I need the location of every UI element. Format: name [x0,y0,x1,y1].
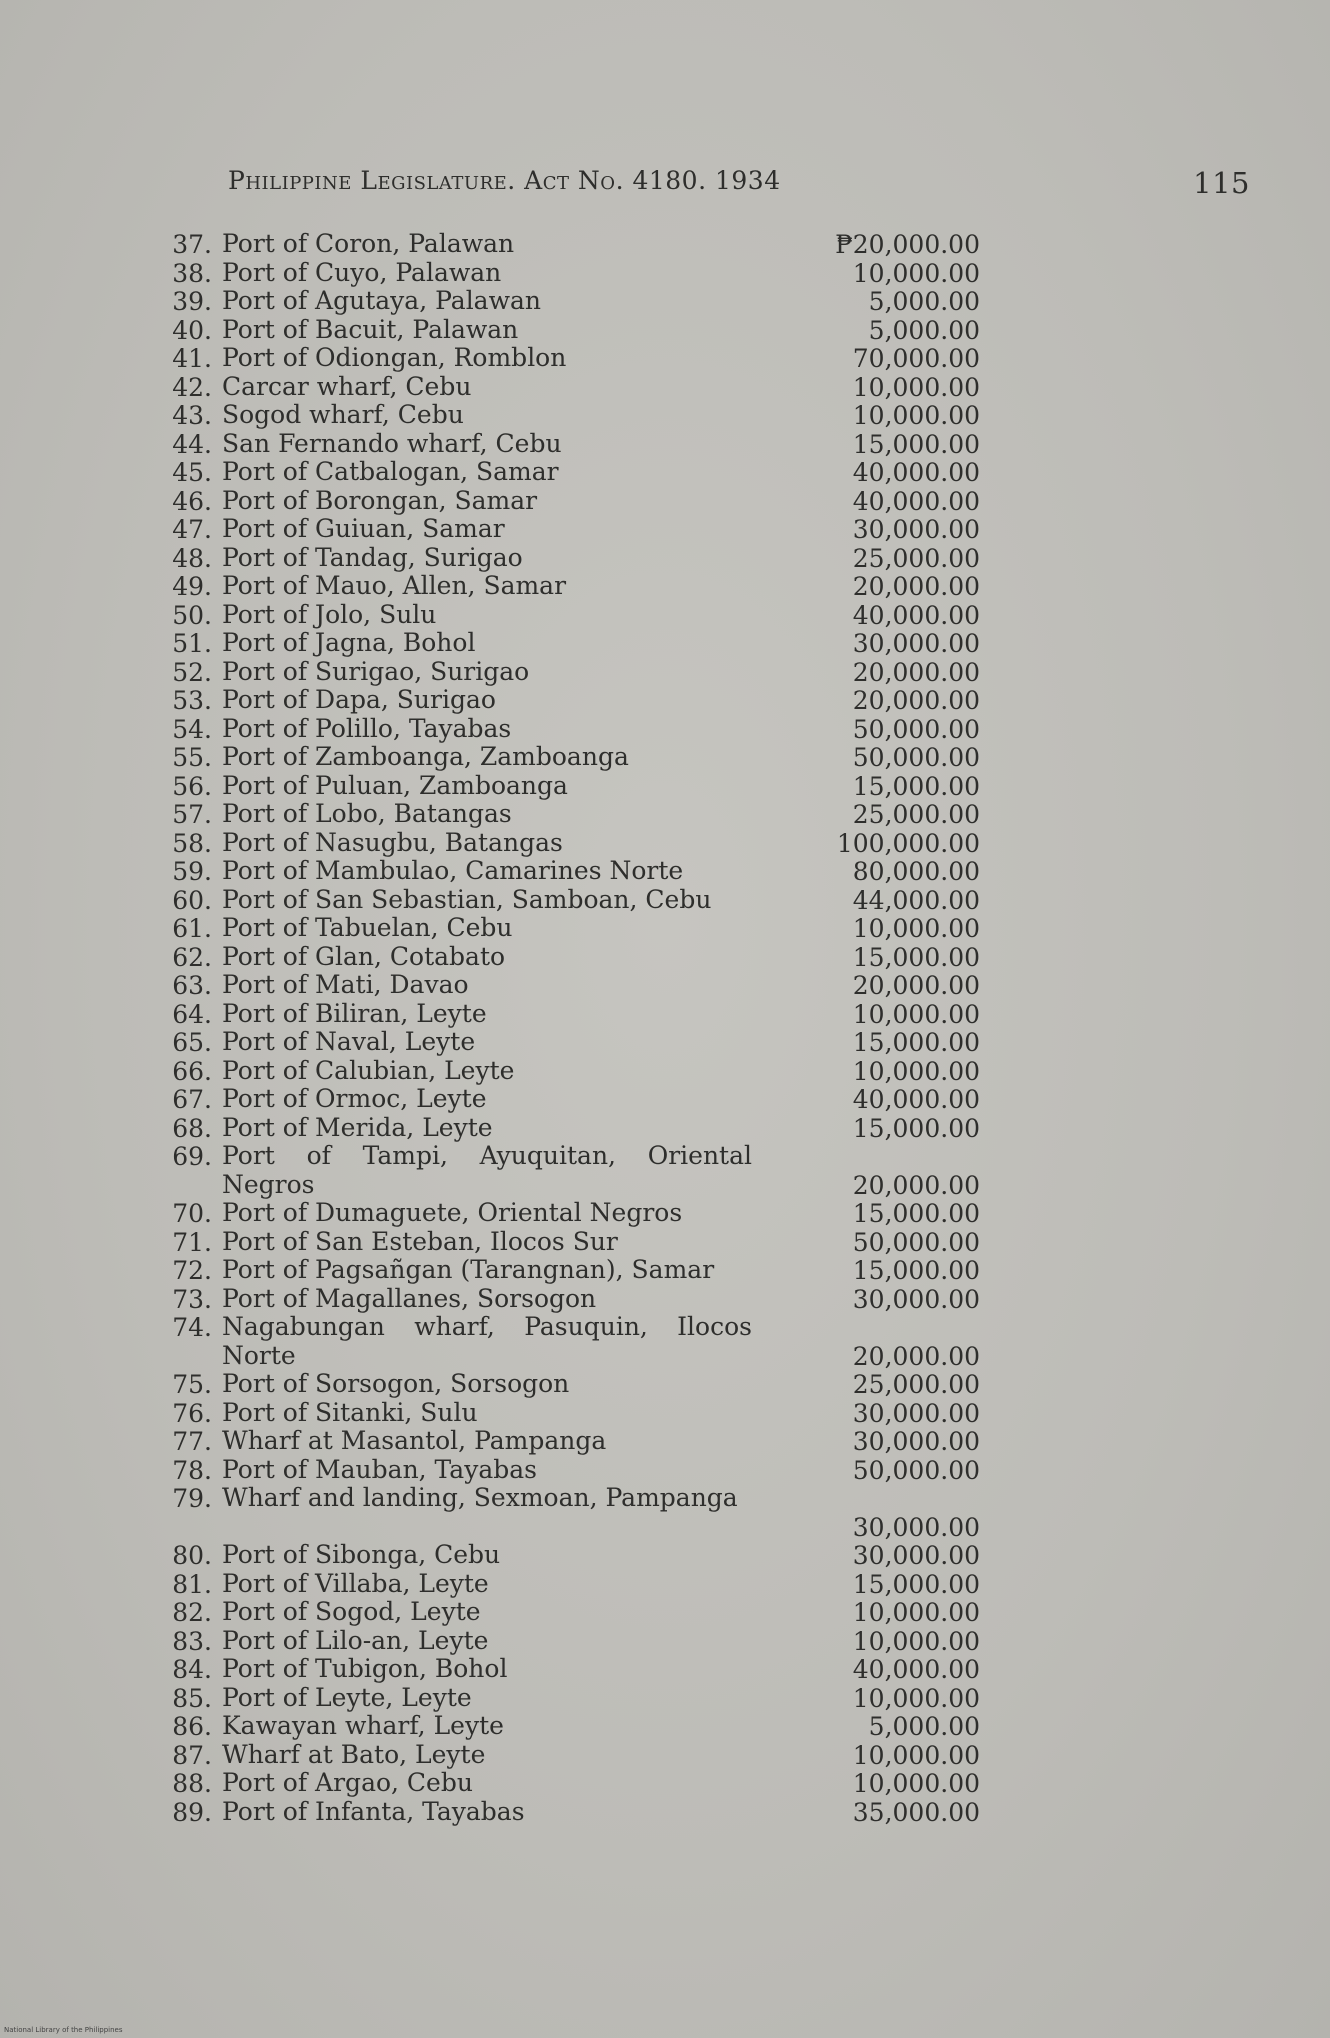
item-number: 84. [172,1655,212,1684]
item-amount: 50,000.00 [852,1455,980,1485]
item-amount: 10,000.00 [852,1598,980,1627]
item-number: 66. [172,1056,212,1086]
list-item [160,1769,980,1798]
item-number: 80. [172,1541,212,1570]
item-label: Port of Odiongan, Romblon [222,343,567,372]
list-item [160,1541,980,1570]
item-amount: 15,000.00 [852,1028,980,1057]
list-item [160,1741,980,1770]
item-number: 48. [172,543,212,573]
item-amount: 25,000.00 [852,543,980,573]
scan-credit: National Library of the Philippines [4,2026,123,2034]
item-number: 54. [172,714,212,744]
item-label: Port of Villaba, Leyte [222,1568,489,1598]
item-amount: 15,000.00 [852,771,980,801]
item-amount: 15,000.00 [852,1569,980,1599]
item-amount: 80,000.00 [852,857,980,886]
item-number: 60. [172,885,212,915]
appropriation-list [160,230,980,1826]
item-label: Port of Lobo, Batangas [222,799,512,828]
item-amount: 50,000.00 [852,743,980,772]
item-amount: 10,000.00 [852,1626,980,1656]
item-number: 58. [172,828,212,858]
item-number: 86. [172,1712,212,1741]
item-amount: 40,000.00 [852,486,980,516]
item-number: 82. [172,1598,212,1627]
item-label: Sogod wharf, Cebu [222,400,464,429]
item-amount: 50,000.00 [852,714,980,744]
list-item [160,287,980,316]
item-amount: 40,000.00 [852,1655,980,1684]
item-number: 68. [172,1113,212,1143]
list-item [160,1684,980,1713]
item-amount: 15,000.00 [852,1199,980,1228]
item-label: Port of San Esteban, Ilocos Sur [222,1226,618,1256]
item-label: Wharf and landing, Sexmoan, Pampanga [222,1483,738,1512]
item-number: 37. [172,230,212,259]
item-number: 45. [172,458,212,487]
item-label: Port of San Sebastian, Samboan, Cebu [222,884,712,914]
item-number: 83. [172,1626,212,1656]
item-number: 42. [172,372,212,402]
list-item [160,629,980,658]
list-item [160,572,980,601]
item-label: Port of Borongan, Samar [222,485,538,515]
item-number: 59. [172,857,212,886]
item-number: 46. [172,486,212,516]
item-label: Port of Tubigon, Bohol [222,1654,508,1683]
item-label: Port of Magallanes, Sorsogon [222,1283,597,1313]
item-amount: 44,000.00 [852,885,980,915]
item-label: Port of Surigao, Surigao [222,656,530,686]
list-item [160,316,980,345]
list-item [160,658,980,687]
item-number: 50. [172,600,212,630]
list-item [160,1199,980,1228]
item-label: Port of Zamboanga, Zamboanga [222,742,629,771]
item-amount: 30,000.00 [852,1541,980,1570]
item-label: Port of Nasugbu, Batangas [222,827,563,857]
item-amount: 15,000.00 [852,942,980,972]
page-number: 115 [1193,166,1250,200]
item-number: 70. [172,1199,212,1228]
item-amount: 50,000.00 [852,1227,980,1257]
item-number: 75. [172,1370,212,1399]
list-item [160,1000,980,1029]
item-amount: 30,000.00 [852,1427,980,1456]
item-amount: 20,000.00 [852,1170,980,1200]
item-amount: 40,000.00 [852,600,980,630]
item-number: 67. [172,1085,212,1114]
item-number: 43. [172,401,212,430]
list-item [160,1285,980,1314]
list-item [160,1427,980,1456]
header-title: Philippine Legislature. Act No. 4180. 1934 [228,166,781,195]
item-amount: 15,000.00 [852,429,980,459]
item-number: 49. [172,572,212,601]
item-label: Port of Bacuit, Palawan [222,314,519,344]
item-amount: 30,000.00 [852,1398,980,1428]
item-amount: 15,000.00 [852,1113,980,1143]
item-number: 77. [172,1427,212,1456]
item-label: Port of Puluan, Zamboanga [222,770,568,800]
list-item [160,971,980,1000]
item-amount: 5,000.00 [868,1712,980,1741]
item-amount: 5,000.00 [868,287,980,316]
list-item [160,230,980,259]
item-amount: ₱20,000.00 [835,230,980,259]
item-label: Port of Dumaguete, Oriental Negros [222,1198,683,1227]
list-item [160,943,980,972]
list-item [160,487,980,516]
item-amount: 30,000.00 [852,629,980,658]
list-item [160,686,980,715]
item-amount: 20,000.00 [852,1341,980,1371]
list-item [160,1399,980,1428]
item-number: 74. [172,1313,212,1342]
list-item [160,1484,980,1541]
item-label: Port of Mati, Davao [222,970,469,999]
list-item [160,1655,980,1684]
list-item [160,1712,980,1741]
list-item [160,914,980,943]
item-amount: 30,000.00 [852,515,980,544]
list-item [160,1028,980,1057]
item-amount: 70,000.00 [852,344,980,373]
item-amount: 30,000.00 [852,1512,980,1542]
item-label: Port of Agutaya, Palawan [222,286,541,315]
list-item [160,259,980,288]
list-item [160,1627,980,1656]
item-number: 38. [172,258,212,288]
list-item [160,1313,980,1370]
list-item [160,1228,980,1257]
item-label: Wharf at Masantol, Pampanga [222,1426,607,1455]
item-amount: 20,000.00 [852,572,980,601]
item-number: 39. [172,287,212,316]
item-amount: 25,000.00 [852,1370,980,1399]
list-item [160,1085,980,1114]
item-label: Kawayan wharf, Leyte [222,1711,504,1740]
list-item [160,373,980,402]
item-label: Port of Mauban, Tayabas [222,1454,537,1484]
item-amount: 10,000.00 [852,1740,980,1770]
list-item [160,1570,980,1599]
item-number: 41. [172,344,212,373]
list-item [160,857,980,886]
item-label: Port of Cuyo, Palawan [222,257,502,287]
item-number: 69. [172,1142,212,1171]
item-label: Port of Pagsañgan (Tarangnan), Samar [222,1255,715,1284]
item-label: Port of Mambulao, Camarines Norte [222,856,684,885]
list-item [160,1057,980,1086]
item-number: 73. [172,1284,212,1314]
item-label: Port of Sitanki, Sulu [222,1397,478,1427]
item-amount: 40,000.00 [852,1085,980,1114]
item-amount: 10,000.00 [852,1769,980,1798]
list-item [160,544,980,573]
list-item [160,1142,980,1199]
list-item [160,800,980,829]
item-label: San Fernando wharf, Cebu [222,428,562,458]
running-header [228,166,1250,206]
item-label: Port of Sorsogon, Sorsogon [222,1369,570,1398]
list-item [160,743,980,772]
item-number: 85. [172,1683,212,1713]
item-number: 52. [172,657,212,687]
list-item [160,1598,980,1627]
item-number: 44. [172,429,212,459]
item-amount: 25,000.00 [852,800,980,829]
list-item [160,1370,980,1399]
item-amount: 10,000.00 [852,999,980,1029]
item-number: 79. [172,1484,212,1513]
item-label: Port of Argao, Cebu [222,1768,473,1797]
item-label: Port of Polillo, Tayabas [222,713,512,743]
list-item [160,772,980,801]
item-label: Wharf at Bato, Leyte [222,1739,486,1769]
item-label: Port of Ormoc, Leyte [222,1084,487,1113]
item-number: 78. [172,1455,212,1485]
item-label: Port of Catbalogan, Samar [222,457,559,486]
item-number: 72. [172,1256,212,1285]
item-label: Port of Glan, Cotabato [222,941,506,971]
item-amount: 30,000.00 [852,1284,980,1314]
item-number: 88. [172,1769,212,1798]
item-number: 51. [172,629,212,658]
item-amount: 5,000.00 [868,315,980,345]
item-label: Carcar wharf, Cebu [222,371,472,401]
item-number: 56. [172,771,212,801]
item-label: Port of Coron, Palawan [222,229,515,258]
item-number: 47. [172,515,212,544]
item-label: Port of Jolo, Sulu [222,599,437,629]
item-number: 62. [172,942,212,972]
item-number: 87. [172,1740,212,1770]
list-item [160,886,980,915]
list-item [160,1256,980,1285]
item-number: 40. [172,315,212,345]
list-item [160,715,980,744]
list-item [160,344,980,373]
item-label: Port of Dapa, Surigao [222,685,496,714]
item-number: 64. [172,999,212,1029]
item-label: Port of Calubian, Leyte [222,1055,515,1085]
item-label: Nagabungan wharf, Pasuquin, Ilocos Norte [222,1312,752,1370]
item-label: Port of Sibonga, Cebu [222,1540,501,1569]
item-label: Port of Mauo, Allen, Samar [222,571,567,600]
item-label: Port of Sogod, Leyte [222,1597,481,1626]
item-label: Port of Merida, Leyte [222,1112,493,1142]
item-label: Port of Infanta, Tayabas [222,1796,525,1826]
list-item [160,829,980,858]
item-number: 57. [172,800,212,829]
item-number: 55. [172,743,212,772]
list-item [160,401,980,430]
item-amount: 10,000.00 [852,401,980,430]
item-label: Port of Naval, Leyte [222,1027,476,1056]
item-number: 89. [172,1797,212,1827]
item-amount: 40,000.00 [852,458,980,487]
list-item [160,515,980,544]
item-amount: 10,000.00 [852,372,980,402]
item-amount: 100,000.00 [836,828,980,858]
item-amount: 35,000.00 [852,1797,980,1827]
item-amount: 10,000.00 [852,1056,980,1086]
item-label: Port of Tampi, Ayuquitan, Oriental Negros [222,1141,752,1199]
item-label: Port of Guiuan, Samar [222,514,505,543]
list-item [160,601,980,630]
item-label: Port of Lilo-an, Leyte [222,1625,489,1655]
list-item [160,1798,980,1827]
item-label: Port of Leyte, Leyte [222,1682,472,1712]
list-item [160,458,980,487]
item-amount: 10,000.00 [852,258,980,288]
item-amount: 20,000.00 [852,971,980,1000]
item-label: Port of Jagna, Bohol [222,628,476,657]
item-label: Port of Tandag, Surigao [222,542,523,572]
item-number: 81. [172,1569,212,1599]
item-number: 63. [172,971,212,1000]
list-item [160,430,980,459]
list-item [160,1114,980,1143]
item-amount: 10,000.00 [852,1683,980,1713]
item-number: 71. [172,1227,212,1257]
item-number: 65. [172,1028,212,1057]
item-amount: 20,000.00 [852,657,980,687]
item-label: Port of Biliran, Leyte [222,998,487,1028]
item-number: 76. [172,1398,212,1428]
list-item [160,1456,980,1485]
item-amount: 15,000.00 [852,1256,980,1285]
item-number: 61. [172,914,212,943]
item-amount: 10,000.00 [852,914,980,943]
item-label: Port of Tabuelan, Cebu [222,913,513,942]
item-number: 53. [172,686,212,715]
item-amount: 20,000.00 [852,686,980,715]
